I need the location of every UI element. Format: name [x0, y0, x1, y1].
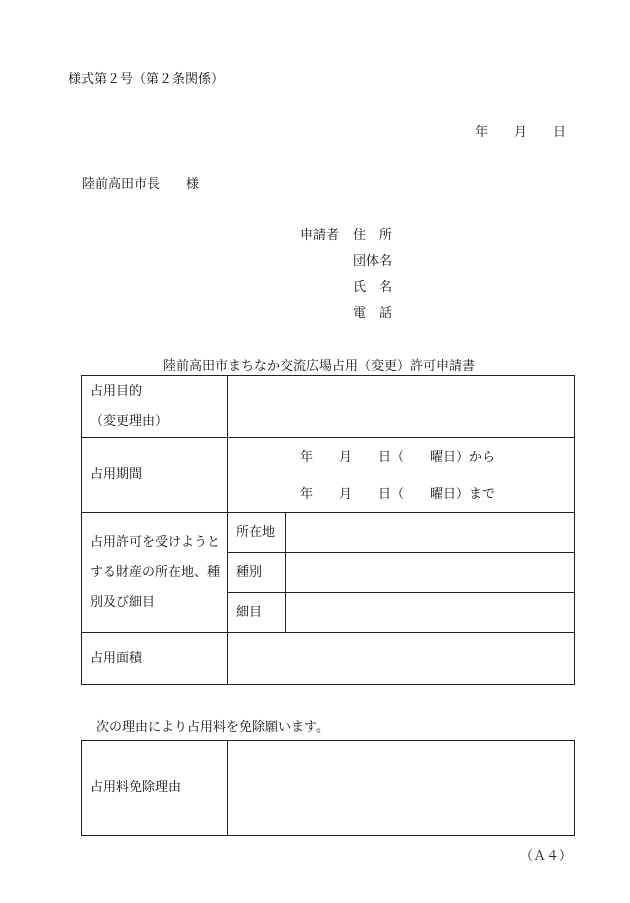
- applicant-organization-label: 団体名: [353, 254, 393, 269]
- type-label: 種別: [236, 564, 263, 580]
- purpose-label-cell: [82, 376, 228, 438]
- location-label: 所在地: [236, 524, 276, 540]
- period-to: 年 月 日（ 曜日）まで: [300, 487, 496, 502]
- property-label-cell: [82, 513, 228, 633]
- applicant-name-label: 氏 名: [353, 280, 393, 295]
- purpose-label: 占用目的: [90, 383, 143, 399]
- date-line: 年 月 日: [475, 125, 567, 140]
- detail-label-cell: [228, 593, 286, 633]
- exemption-table: [81, 740, 575, 836]
- type-label-cell: [228, 553, 286, 593]
- purpose-change-reason-label: （変更理由）: [90, 413, 169, 429]
- exemption-sentence: 次の理由により占用料を免除願います。: [96, 720, 329, 735]
- applicant-phone-label: 電 話: [353, 306, 393, 321]
- addressee: 陸前高田市長 様: [82, 177, 200, 192]
- area-label-cell: [82, 633, 228, 685]
- exemption-reason-label: 占用料免除理由: [90, 780, 182, 795]
- period-label-cell: [82, 438, 228, 513]
- location-value[interactable]: [286, 513, 575, 553]
- exemption-reason-label-cell: [82, 741, 228, 836]
- property-label-line1: 占用許可を受けようと: [90, 534, 221, 550]
- detail-value[interactable]: [286, 593, 575, 633]
- property-label-line2: する財産の所在地、種: [90, 564, 221, 580]
- paper-size-note: （Ａ４）: [520, 849, 573, 864]
- applicant-address-label: 住 所: [353, 228, 393, 243]
- application-table: [81, 375, 575, 685]
- exemption-reason-value[interactable]: [228, 741, 575, 836]
- period-value[interactable]: [228, 438, 575, 513]
- applicant-label: 申請者: [300, 228, 340, 243]
- form-number: 様式第２号（第２条関係）: [68, 72, 225, 87]
- purpose-value[interactable]: [228, 376, 575, 438]
- document-title: 陸前高田市まちなか交流広場占用（変更）許可申請書: [163, 359, 476, 374]
- property-label-line3: 別及び細目: [90, 594, 156, 610]
- area-label: 占用面積: [90, 650, 143, 666]
- detail-label: 細目: [236, 604, 263, 620]
- period-label: 占用期間: [90, 467, 143, 482]
- area-value[interactable]: [228, 633, 575, 685]
- type-value[interactable]: [286, 553, 575, 593]
- period-from: 年 月 日（ 曜日）から: [300, 450, 496, 465]
- location-label-cell: [228, 513, 286, 553]
